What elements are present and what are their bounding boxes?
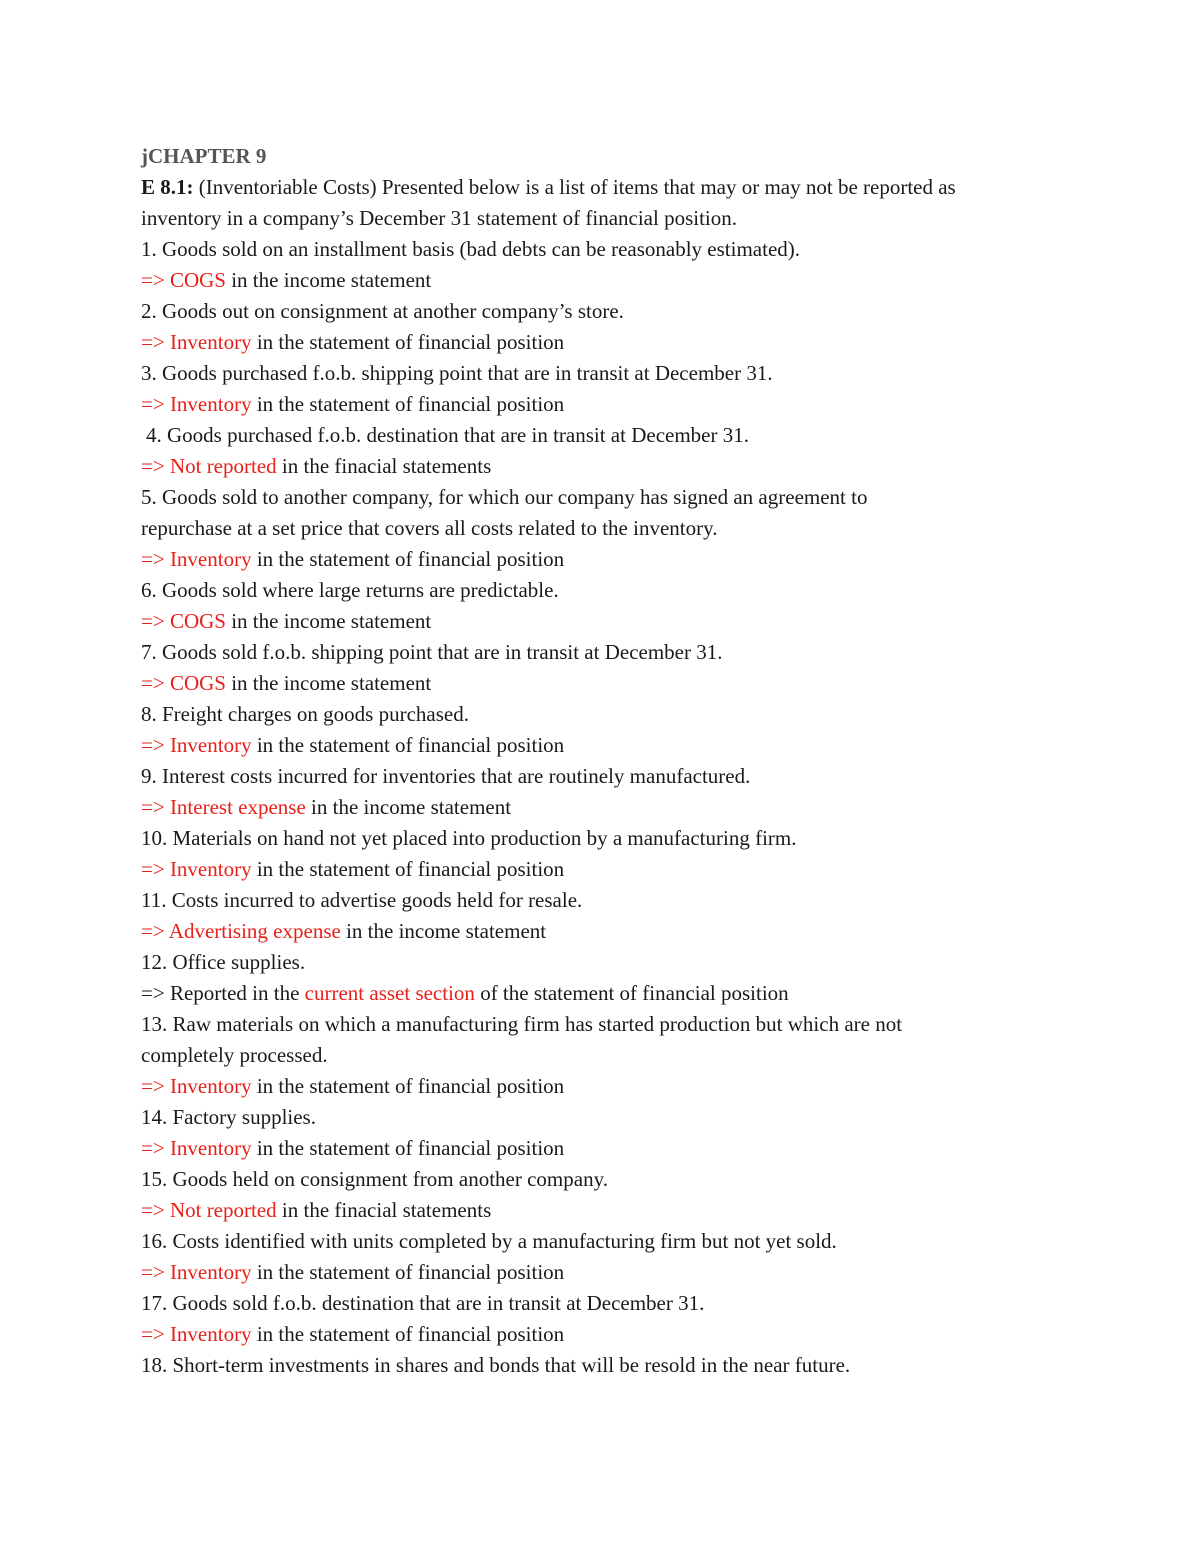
question-item: 5. Goods sold to another company, for which our company has signed an agreement to: [141, 485, 868, 509]
answer-line: [141, 1319, 1081, 1350]
answer-highlight: Inventory: [169, 857, 252, 881]
answer-rest: in the statement of financial position: [251, 733, 565, 757]
answer-rest: in the finacial statements: [276, 454, 492, 478]
answer-arrow: =>: [141, 1260, 170, 1284]
answer-prefix: Reported in the: [169, 981, 305, 1005]
answer-highlight: Advertising expense: [168, 919, 341, 943]
answer-rest: in the income statement: [225, 671, 432, 695]
answer-arrow: =>: [141, 609, 170, 633]
answer-highlight: current asset section: [304, 981, 475, 1005]
question-item: 9. Interest costs incurred for inventories that are routinely manufactured.: [141, 764, 751, 788]
question-item: 4. Goods purchased f.o.b. destination that are in transit at December 31.: [146, 423, 749, 447]
question-item: 2. Goods out on consignment at another company’s store.: [141, 299, 624, 323]
answer-arrow: =>: [141, 1136, 170, 1160]
answer-highlight: Not reported: [169, 454, 277, 478]
answer-line: [141, 544, 1081, 575]
answer-arrow: =>: [141, 795, 170, 819]
document-page: [141, 141, 1081, 1381]
question-item: 18. Short-term investments in shares and bonds that will be resold in the near future.: [141, 1353, 851, 1377]
question-item: 7. Goods sold f.o.b. shipping point that are in transit at December 31.: [141, 640, 723, 664]
answer-arrow: =>: [141, 1074, 170, 1098]
answer-highlight: Not reported: [169, 1198, 277, 1222]
answer-rest: in the statement of financial position: [251, 547, 565, 571]
answer-line: [141, 978, 1081, 1009]
answer-line: [141, 1071, 1081, 1102]
question-item-continued: completely processed.: [141, 1043, 328, 1067]
question-list: [141, 234, 1081, 1381]
answer-highlight: Inventory: [169, 392, 252, 416]
answer-line: [141, 389, 1081, 420]
answer-arrow: =>: [141, 981, 170, 1005]
answer-line: [141, 1195, 1081, 1226]
answer-highlight: Inventory: [169, 1322, 252, 1346]
answer-line: [141, 451, 1081, 482]
answer-arrow: =>: [141, 1198, 170, 1222]
answer-line: [141, 1257, 1081, 1288]
question-item: 3. Goods purchased f.o.b. shipping point that are in transit at December 31.: [141, 361, 773, 385]
exercise-label: E 8.1:: [141, 175, 194, 199]
answer-rest: of the statement of financial position: [474, 981, 789, 1005]
exercise-intro-text: (Inventoriable Costs) Presented below is a list of items that may or may not be reported as: [193, 175, 956, 199]
question-item: 11. Costs incurred to advertise goods held for resale.: [141, 888, 583, 912]
question-item: 14. Factory supplies.: [141, 1105, 316, 1129]
answer-highlight: COGS: [169, 671, 226, 695]
answer-line: [141, 730, 1081, 761]
answer-arrow: =>: [141, 454, 170, 478]
answer-highlight: Inventory: [169, 1260, 252, 1284]
question-item: 13. Raw materials on which a manufacturing firm has started production but which are not: [141, 1012, 903, 1036]
answer-arrow: =>: [141, 392, 170, 416]
answer-highlight: Inventory: [169, 733, 252, 757]
answer-rest: in the statement of financial position: [251, 1074, 565, 1098]
answer-arrow: =>: [141, 857, 170, 881]
answer-line: [141, 606, 1081, 637]
question-item: 8. Freight charges on goods purchased.: [141, 702, 469, 726]
answer-highlight: Inventory: [169, 547, 252, 571]
answer-line: [141, 854, 1081, 885]
answer-line: [141, 792, 1081, 823]
answer-rest: in the statement of financial position: [251, 392, 565, 416]
question-item: 15. Goods held on consignment from another company.: [141, 1167, 608, 1191]
exercise-intro-continued: inventory in a company’s December 31 statement of financial position.: [141, 206, 737, 230]
question-item-continued: repurchase at a set price that covers all costs related to the inventory.: [141, 516, 718, 540]
answer-line: [141, 327, 1081, 358]
answer-highlight: Interest expense: [169, 795, 306, 819]
answer-highlight: Inventory: [169, 1136, 252, 1160]
question-item: 10. Materials on hand not yet placed into production by a manufacturing firm.: [141, 826, 797, 850]
answer-arrow: =>: [141, 1322, 170, 1346]
answer-line: [141, 1133, 1081, 1164]
answer-rest: in the statement of financial position: [251, 330, 565, 354]
answer-rest: in the income statement: [305, 795, 512, 819]
answer-rest: in the income statement: [225, 268, 432, 292]
answer-rest: in the income statement: [340, 919, 547, 943]
answer-arrow: =>: [141, 733, 170, 757]
answer-arrow: =>: [141, 268, 170, 292]
chapter-heading: jCHAPTER 9: [141, 144, 267, 168]
answer-rest: in the statement of financial position: [251, 1136, 565, 1160]
answer-highlight: Inventory: [169, 1074, 252, 1098]
question-item: 1. Goods sold on an installment basis (bad debts can be reasonably estimated).: [141, 237, 801, 261]
answer-line: [141, 916, 1081, 947]
answer-line: [141, 668, 1081, 699]
answer-arrow: =>: [141, 330, 170, 354]
exercise-intro: [141, 172, 1081, 203]
question-item: 6. Goods sold where large returns are predictable.: [141, 578, 559, 602]
answer-rest: in the income statement: [225, 609, 432, 633]
answer-rest: in the statement of financial position: [251, 1260, 565, 1284]
answer-arrow: =>: [141, 547, 170, 571]
question-item: 16. Costs identified with units completed by a manufacturing firm but not yet sold.: [141, 1229, 837, 1253]
answer-arrow: =>: [141, 671, 170, 695]
answer-highlight: COGS: [169, 609, 226, 633]
answer-highlight: COGS: [169, 268, 226, 292]
answer-arrow: =>: [141, 919, 169, 943]
answer-rest: in the statement of financial position: [251, 1322, 565, 1346]
answer-rest: in the statement of financial position: [251, 857, 565, 881]
answer-rest: in the finacial statements: [276, 1198, 492, 1222]
question-item: 17. Goods sold f.o.b. destination that are in transit at December 31.: [141, 1291, 705, 1315]
answer-line: [141, 265, 1081, 296]
answer-highlight: Inventory: [169, 330, 252, 354]
question-item: 12. Office supplies.: [141, 950, 306, 974]
